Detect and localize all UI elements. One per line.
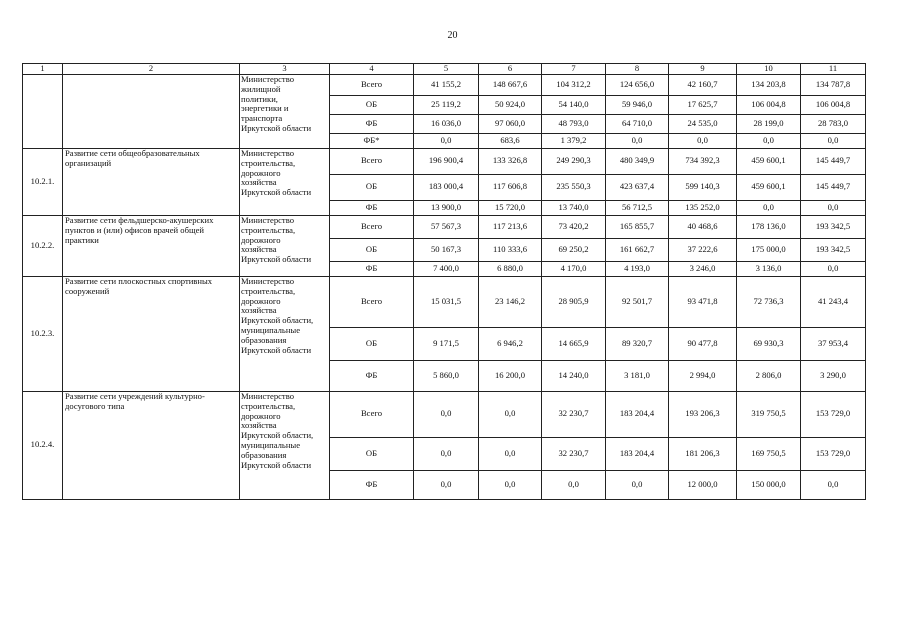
funding-source: ФБ* (330, 133, 414, 148)
executor-line: транспорта (241, 113, 283, 124)
value-cell: 69 250,2 (542, 238, 606, 261)
value-cell: 153 729,0 (801, 391, 866, 437)
value-cell: 133 326,8 (479, 148, 542, 174)
value-cell: 175 000,0 (737, 238, 801, 261)
value-cell: 0,0 (801, 470, 866, 499)
item-name: Развитие сети общеобразовательных организаций (63, 148, 240, 215)
executor-line: дорожного (241, 167, 281, 178)
value-cell: 64 710,0 (606, 114, 669, 133)
value-cell: 161 662,7 (606, 238, 669, 261)
value-cell: 73 420,2 (542, 215, 606, 238)
item-code: 10.2.1. (23, 148, 63, 215)
executor-cell (240, 391, 330, 499)
value-cell: 3 290,0 (801, 360, 866, 391)
value-cell: 0,0 (414, 470, 479, 499)
executor-cell (240, 276, 330, 391)
value-cell: 23 146,2 (479, 276, 542, 327)
executor-line: Министерство (241, 74, 294, 84)
value-cell: 56 712,5 (606, 200, 669, 215)
funding-source: ОБ (330, 238, 414, 261)
column-header-7: 7 (542, 64, 606, 75)
value-cell: 193 206,3 (669, 391, 737, 437)
executor-line: хозяйства (241, 305, 277, 316)
value-cell: 153 729,0 (801, 437, 866, 470)
value-cell: 32 230,7 (542, 391, 606, 437)
executor-line: Иркутской области, (241, 430, 314, 441)
value-cell: 92 501,7 (606, 276, 669, 327)
table-row (23, 391, 866, 437)
item-code: 10.2.2. (23, 215, 63, 276)
funding-source: ФБ (330, 200, 414, 215)
value-cell: 181 206,3 (669, 437, 737, 470)
value-cell: 0,0 (801, 133, 866, 148)
value-cell: 42 160,7 (669, 74, 737, 95)
value-cell: 193 342,5 (801, 238, 866, 261)
value-cell: 37 222,6 (669, 238, 737, 261)
executor-line: Иркутской области (241, 344, 312, 355)
value-cell: 12 000,0 (669, 470, 737, 499)
value-cell: 0,0 (737, 200, 801, 215)
value-cell: 734 392,3 (669, 148, 737, 174)
executor-cell (240, 215, 330, 276)
value-cell: 14 240,0 (542, 360, 606, 391)
funding-source: ФБ (330, 470, 414, 499)
value-cell: 3 136,0 (737, 261, 801, 276)
value-cell: 16 200,0 (479, 360, 542, 391)
value-cell: 32 230,7 (542, 437, 606, 470)
funding-source: ОБ (330, 327, 414, 360)
value-cell: 15 031,5 (414, 276, 479, 327)
column-header-4: 4 (330, 64, 414, 75)
executor-line: хозяйства (241, 177, 277, 188)
item-name: Развитие сети учреждений культурно-досугового типа (63, 391, 240, 499)
value-cell: 0,0 (606, 470, 669, 499)
executor-line: энергетики и (241, 103, 289, 114)
value-cell: 178 136,0 (737, 215, 801, 238)
value-cell: 2 994,0 (669, 360, 737, 391)
funding-source: Всего (330, 148, 414, 174)
value-cell: 196 900,4 (414, 148, 479, 174)
value-cell: 24 535,0 (669, 114, 737, 133)
value-cell: 4 193,0 (606, 261, 669, 276)
item-code (23, 74, 63, 148)
page-number: 20 (447, 30, 458, 41)
value-cell: 104 312,2 (542, 74, 606, 95)
executor-line: образования (241, 450, 287, 461)
value-cell: 0,0 (479, 470, 542, 499)
executor-line: Иркутской области (241, 123, 312, 134)
value-cell: 0,0 (414, 391, 479, 437)
value-cell: 69 930,3 (737, 327, 801, 360)
value-cell: 93 471,8 (669, 276, 737, 327)
value-cell: 37 953,4 (801, 327, 866, 360)
value-cell: 4 170,0 (542, 261, 606, 276)
executor-line: строительства, (241, 285, 296, 296)
funding-source: Всего (330, 276, 414, 327)
column-header-6: 6 (479, 64, 542, 75)
value-cell: 72 736,3 (737, 276, 801, 327)
value-cell: 599 140,3 (669, 174, 737, 200)
value-cell: 134 787,8 (801, 74, 866, 95)
table-row (23, 148, 866, 174)
value-cell: 117 606,8 (479, 174, 542, 200)
value-cell: 13 900,0 (414, 200, 479, 215)
value-cell: 41 155,2 (414, 74, 479, 95)
value-cell: 0,0 (414, 133, 479, 148)
value-cell: 16 036,0 (414, 114, 479, 133)
executor-line: муниципальные (241, 325, 301, 336)
funding-source: ОБ (330, 174, 414, 200)
value-cell: 0,0 (479, 391, 542, 437)
value-cell: 235 550,3 (542, 174, 606, 200)
value-cell: 40 468,6 (669, 215, 737, 238)
value-cell: 145 449,7 (801, 148, 866, 174)
value-cell: 41 243,4 (801, 276, 866, 327)
value-cell: 106 004,8 (737, 95, 801, 114)
funding-source: Всего (330, 391, 414, 437)
column-header-8: 8 (606, 64, 669, 75)
column-header-11: 11 (801, 64, 866, 75)
value-cell: 193 342,5 (801, 215, 866, 238)
funding-source: ОБ (330, 95, 414, 114)
value-cell: 0,0 (414, 437, 479, 470)
value-cell: 3 181,0 (606, 360, 669, 391)
table-row (23, 74, 866, 95)
funding-source: ОБ (330, 437, 414, 470)
value-cell: 249 290,3 (542, 148, 606, 174)
column-header-10: 10 (737, 64, 801, 75)
value-cell: 0,0 (479, 437, 542, 470)
value-cell: 148 667,6 (479, 74, 542, 95)
value-cell: 459 600,1 (737, 174, 801, 200)
value-cell: 9 171,5 (414, 327, 479, 360)
value-cell: 0,0 (606, 133, 669, 148)
value-cell: 3 246,0 (669, 261, 737, 276)
value-cell: 124 656,0 (606, 74, 669, 95)
item-name: Развитие сети плоскостных спортивных сооружений (63, 276, 240, 391)
executor-line: Министерство (241, 215, 294, 225)
value-cell: 48 793,0 (542, 114, 606, 133)
value-cell: 683,6 (479, 133, 542, 148)
value-cell: 110 333,6 (479, 238, 542, 261)
table-row (23, 276, 866, 327)
budget-table (22, 63, 866, 500)
executor-line: Иркутской области (241, 254, 312, 265)
value-cell: 89 320,7 (606, 327, 669, 360)
value-cell: 169 750,5 (737, 437, 801, 470)
executor-line: жилищной (241, 83, 281, 94)
value-cell: 17 625,7 (669, 95, 737, 114)
executor-line: Иркутской области, (241, 315, 314, 326)
column-header-1: 1 (23, 64, 63, 75)
funding-source: ФБ (330, 114, 414, 133)
value-cell: 319 750,5 (737, 391, 801, 437)
value-cell: 7 400,0 (414, 261, 479, 276)
value-cell: 54 140,0 (542, 95, 606, 114)
column-header-3: 3 (240, 64, 330, 75)
value-cell: 14 665,9 (542, 327, 606, 360)
value-cell: 183 204,4 (606, 437, 669, 470)
value-cell: 6 880,0 (479, 261, 542, 276)
header-row (23, 64, 866, 75)
value-cell: 150 000,0 (737, 470, 801, 499)
value-cell: 0,0 (801, 200, 866, 215)
column-header-5: 5 (414, 64, 479, 75)
value-cell: 0,0 (542, 470, 606, 499)
executor-line: муниципальные (241, 440, 301, 451)
table-row (23, 215, 866, 238)
executor-line: хозяйства (241, 420, 277, 431)
value-cell: 165 855,7 (606, 215, 669, 238)
value-cell: 459 600,1 (737, 148, 801, 174)
funding-source: Всего (330, 215, 414, 238)
value-cell: 0,0 (801, 261, 866, 276)
value-cell: 480 349,9 (606, 148, 669, 174)
funding-source: ФБ (330, 261, 414, 276)
item-name (63, 74, 240, 148)
column-header-2: 2 (63, 64, 240, 75)
executor-line: Министерство (241, 148, 294, 158)
executor-line: Иркутской области (241, 459, 312, 470)
value-cell: 423 637,4 (606, 174, 669, 200)
value-cell: 50 924,0 (479, 95, 542, 114)
item-name: Развитие сети фельдшерско-акушерских пунктов и (или) офисов врачей общей практики (63, 215, 240, 276)
item-code: 10.2.4. (23, 391, 63, 499)
executor-line: строительства, (241, 224, 296, 235)
value-cell: 13 740,0 (542, 200, 606, 215)
value-cell: 50 167,3 (414, 238, 479, 261)
value-cell: 15 720,0 (479, 200, 542, 215)
value-cell: 1 379,2 (542, 133, 606, 148)
executor-line: строительства, (241, 400, 296, 411)
value-cell: 0,0 (669, 133, 737, 148)
item-code: 10.2.3. (23, 276, 63, 391)
value-cell: 145 449,7 (801, 174, 866, 200)
value-cell: 183 204,4 (606, 391, 669, 437)
column-header-9: 9 (669, 64, 737, 75)
executor-cell (240, 148, 330, 215)
value-cell: 5 860,0 (414, 360, 479, 391)
value-cell: 134 203,8 (737, 74, 801, 95)
value-cell: 28 199,0 (737, 114, 801, 133)
value-cell: 183 000,4 (414, 174, 479, 200)
executor-cell (240, 74, 330, 148)
value-cell: 25 119,2 (414, 95, 479, 114)
executor-line: Иркутской области (241, 187, 312, 198)
value-cell: 90 477,8 (669, 327, 737, 360)
executor-line: строительства, (241, 157, 296, 168)
executor-line: образования (241, 335, 287, 346)
funding-source: Всего (330, 74, 414, 95)
value-cell: 135 252,0 (669, 200, 737, 215)
value-cell: 97 060,0 (479, 114, 542, 133)
executor-line: политики, (241, 93, 278, 104)
executor-line: Министерство (241, 276, 294, 286)
value-cell: 2 806,0 (737, 360, 801, 391)
value-cell: 28 783,0 (801, 114, 866, 133)
executor-line: дорожного (241, 295, 281, 306)
value-cell: 6 946,2 (479, 327, 542, 360)
value-cell: 59 946,0 (606, 95, 669, 114)
value-cell: 0,0 (737, 133, 801, 148)
value-cell: 57 567,3 (414, 215, 479, 238)
funding-source: ФБ (330, 360, 414, 391)
executor-line: дорожного (241, 410, 281, 421)
executor-line: дорожного (241, 234, 281, 245)
executor-line: Министерство (241, 391, 294, 401)
value-cell: 106 004,8 (801, 95, 866, 114)
value-cell: 28 905,9 (542, 276, 606, 327)
value-cell: 117 213,6 (479, 215, 542, 238)
executor-line: хозяйства (241, 244, 277, 255)
